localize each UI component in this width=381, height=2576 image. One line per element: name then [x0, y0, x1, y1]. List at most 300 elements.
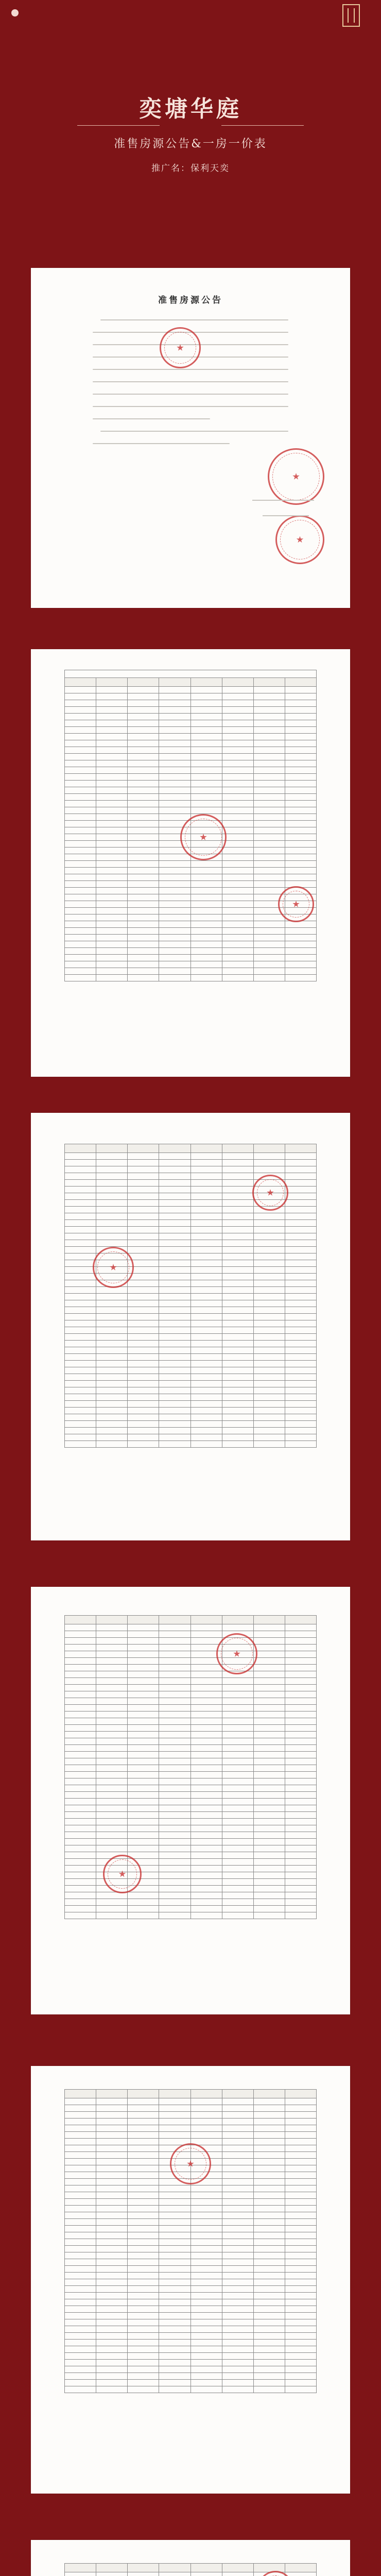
- table-cell: [253, 2326, 285, 2333]
- table-header-cell: [285, 2564, 316, 2572]
- table-cell: [253, 2192, 285, 2199]
- table-cell: [128, 2145, 159, 2152]
- table-cell: [159, 1725, 190, 1732]
- table-cell: [65, 1665, 96, 1671]
- table-cell: [190, 1227, 222, 1233]
- table-row: [65, 1341, 317, 1347]
- table-row: [65, 760, 317, 767]
- table-cell: [128, 948, 159, 955]
- official-seal: [170, 2143, 211, 2184]
- table-cell: [190, 1765, 222, 1772]
- table-cell: [128, 2340, 159, 2346]
- table-cell: [96, 1698, 128, 1705]
- table-cell: [253, 687, 285, 693]
- table-cell: [96, 1213, 128, 1220]
- table-cell: [285, 1778, 316, 1785]
- table-cell: [159, 1738, 190, 1745]
- table-cell: [222, 1274, 253, 1280]
- table-cell: [222, 714, 253, 720]
- date-line: [263, 515, 309, 516]
- table-cell: [222, 1912, 253, 1919]
- table-cell: [96, 1361, 128, 1367]
- brand-left: [11, 9, 22, 16]
- table-cell: [190, 1381, 222, 1387]
- table-header-cell: [253, 2564, 285, 2572]
- table-cell: [253, 727, 285, 734]
- table-cell: [128, 1725, 159, 1732]
- table-cell: [253, 1711, 285, 1718]
- table-header-cell: [253, 2090, 285, 2098]
- table-header-cell: [96, 1144, 128, 1153]
- table-cell: [65, 2373, 96, 2380]
- table-cell: [253, 2145, 285, 2152]
- table-cell: [190, 767, 222, 774]
- table-cell: [222, 1624, 253, 1631]
- table-row: [65, 1381, 317, 1387]
- table-cell: [96, 774, 128, 781]
- hero-recommended-name: 推广名：保利天奕: [151, 163, 230, 174]
- table-cell: [222, 1153, 253, 1160]
- table-cell: [190, 727, 222, 734]
- table-cell: [253, 955, 285, 961]
- table-cell: [222, 2119, 253, 2125]
- table-cell: [128, 760, 159, 767]
- table-cell: [159, 928, 190, 935]
- table-cell: [128, 1394, 159, 1401]
- table-cell: [65, 2380, 96, 2386]
- table-cell: [65, 914, 96, 921]
- table-cell: [190, 2273, 222, 2279]
- table-cell: [190, 1253, 222, 1260]
- table-cell: [128, 1240, 159, 1247]
- table-cell: [253, 1253, 285, 1260]
- table-cell: [65, 1421, 96, 1428]
- table-cell: [96, 2386, 128, 2393]
- table-cell: [222, 1879, 253, 1886]
- table-cell: [285, 1678, 316, 1685]
- table-cell: [65, 807, 96, 814]
- table-cell: [190, 1367, 222, 1374]
- table-cell: [285, 827, 316, 834]
- table-cell: [253, 2132, 285, 2139]
- table-row: [65, 1213, 317, 1220]
- table-cell: [96, 1401, 128, 1408]
- table-cell: [190, 1207, 222, 1213]
- table-cell: [96, 821, 128, 827]
- table-cell: [285, 2319, 316, 2326]
- table-cell: [253, 2273, 285, 2279]
- table-cell: [222, 2159, 253, 2165]
- table-cell: [65, 1287, 96, 1294]
- table-row: [65, 740, 317, 747]
- table-cell: [190, 1631, 222, 1638]
- table-row: [65, 1879, 317, 1886]
- table-cell: [253, 1698, 285, 1705]
- table-cell: [128, 1327, 159, 1334]
- table-cell: [253, 2313, 285, 2319]
- table-cell: [285, 1879, 316, 1886]
- table-cell: [190, 781, 222, 787]
- table-cell: [285, 1732, 316, 1738]
- table-cell: [96, 2319, 128, 2326]
- table-cell: [96, 2152, 128, 2159]
- table-cell: [159, 2132, 190, 2139]
- table-cell: [285, 1866, 316, 1872]
- table-cell: [190, 1354, 222, 1361]
- table-cell: [159, 1705, 190, 1711]
- table-cell: [128, 848, 159, 854]
- table-cell: [222, 754, 253, 760]
- table-cell: [96, 1327, 128, 1334]
- table-row: [65, 1314, 317, 1320]
- table-cell: [128, 2212, 159, 2219]
- table-cell: [285, 1665, 316, 1671]
- table-cell: [222, 2172, 253, 2179]
- table-cell: [285, 1187, 316, 1193]
- table-cell: [222, 1220, 253, 1227]
- table-cell: [65, 687, 96, 693]
- price-table-paper-4: [31, 2066, 350, 2494]
- table-cell: [96, 2232, 128, 2239]
- table-cell: [190, 2239, 222, 2246]
- table-cell: [285, 1872, 316, 1879]
- table-cell: [222, 2333, 253, 2340]
- table-cell: [222, 1441, 253, 1448]
- table-cell: [285, 2185, 316, 2192]
- table-cell: [253, 1718, 285, 1725]
- table-cell: [96, 2252, 128, 2259]
- table-cell: [65, 1792, 96, 1799]
- table-cell: [253, 707, 285, 714]
- table-row: [65, 2266, 317, 2273]
- table-cell: [159, 1240, 190, 1247]
- table-cell: [159, 1906, 190, 1912]
- table-cell: [190, 2232, 222, 2239]
- table-cell: [65, 2165, 96, 2172]
- table-cell: [222, 1361, 253, 1367]
- table-cell: [128, 2572, 159, 2576]
- table-row: [65, 1678, 317, 1685]
- table-cell: [128, 1805, 159, 1812]
- table-cell: [96, 1160, 128, 1166]
- table-row: [65, 1665, 317, 1671]
- table-cell: [128, 975, 159, 981]
- table-cell: [190, 1408, 222, 1414]
- table-cell: [128, 2232, 159, 2239]
- table-row: [65, 693, 317, 700]
- table-cell: [96, 2132, 128, 2139]
- table-cell: [222, 2125, 253, 2132]
- table-cell: [253, 720, 285, 727]
- table-row: [65, 1367, 317, 1374]
- table-cell: [159, 1421, 190, 1428]
- table-cell: [253, 1732, 285, 1738]
- table-cell: [159, 1414, 190, 1421]
- table-cell: [96, 2226, 128, 2232]
- table-cell: [190, 935, 222, 941]
- table-cell: [190, 2226, 222, 2232]
- table-cell: [222, 968, 253, 975]
- table-cell: [128, 841, 159, 848]
- table-cell: [253, 941, 285, 948]
- table-cell: [222, 774, 253, 781]
- table-cell: [128, 2139, 159, 2145]
- table-cell: [65, 961, 96, 968]
- table-cell: [190, 1825, 222, 1832]
- table-cell: [222, 941, 253, 948]
- table-cell: [65, 1180, 96, 1187]
- table-cell: [159, 2353, 190, 2360]
- table-cell: [285, 1758, 316, 1765]
- table-cell: [190, 2199, 222, 2206]
- table-cell: [253, 2179, 285, 2185]
- table-cell: [128, 2319, 159, 2326]
- table-row: [65, 1671, 317, 1678]
- table-cell: [128, 1732, 159, 1738]
- official-seal: [268, 448, 324, 505]
- table-row: [65, 2326, 317, 2333]
- table-cell: [253, 2299, 285, 2306]
- table-cell: [222, 2105, 253, 2112]
- table-cell: [190, 1180, 222, 1187]
- table-cell: [128, 1381, 159, 1387]
- table-cell: [96, 1738, 128, 1745]
- table-cell: [285, 720, 316, 727]
- table-row: [65, 754, 317, 760]
- table-cell: [159, 908, 190, 914]
- table-cell: [65, 894, 96, 901]
- table-cell: [159, 1772, 190, 1778]
- table-cell: [190, 948, 222, 955]
- table-cell: [190, 1772, 222, 1778]
- table-cell: [96, 1665, 128, 1671]
- table-cell: [222, 2232, 253, 2239]
- table-cell: [285, 807, 316, 814]
- table-cell: [222, 1294, 253, 1300]
- table-cell: [65, 2112, 96, 2119]
- table-row: [65, 1428, 317, 1434]
- table-row: [65, 1334, 317, 1341]
- table-cell: [222, 2139, 253, 2145]
- table-cell: [96, 707, 128, 714]
- table-cell: [96, 2299, 128, 2306]
- table-cell: [65, 767, 96, 774]
- table-cell: [65, 1274, 96, 1280]
- table-cell: [96, 1845, 128, 1852]
- table-cell: [222, 2179, 253, 2185]
- table-cell: [253, 1859, 285, 1866]
- table-cell: [96, 760, 128, 767]
- table-cell: [96, 955, 128, 961]
- table-cell: [253, 2206, 285, 2212]
- table-cell: [65, 1651, 96, 1658]
- table-cell: [159, 1260, 190, 1267]
- table-cell: [65, 948, 96, 955]
- table-cell: [65, 1213, 96, 1220]
- table-cell: [65, 1253, 96, 1260]
- table-cell: [285, 1805, 316, 1812]
- table-cell: [128, 2313, 159, 2319]
- table-cell: [96, 1631, 128, 1638]
- table-cell: [65, 1267, 96, 1274]
- table-cell: [65, 801, 96, 807]
- table-cell: [65, 1872, 96, 1879]
- official-seal: [103, 1855, 142, 1893]
- table-cell: [159, 2212, 190, 2219]
- table-cell: [222, 1341, 253, 1347]
- table-cell: [128, 1374, 159, 1381]
- table-cell: [190, 1711, 222, 1718]
- table-row: [65, 1718, 317, 1725]
- table-cell: [253, 1153, 285, 1160]
- table-cell: [96, 2346, 128, 2353]
- table-cell: [65, 740, 96, 747]
- table-cell: [65, 841, 96, 848]
- table-cell: [159, 1227, 190, 1233]
- table-row: [65, 1220, 317, 1227]
- table-cell: [253, 868, 285, 874]
- table-cell: [190, 2353, 222, 2360]
- table-row: [65, 1839, 317, 1845]
- table-cell: [128, 1765, 159, 1772]
- table-cell: [96, 2159, 128, 2165]
- table-cell: [128, 1428, 159, 1434]
- table-cell: [159, 1166, 190, 1173]
- table-cell: [128, 2252, 159, 2259]
- table-cell: [285, 1631, 316, 1638]
- table-cell: [65, 1772, 96, 1778]
- table-cell: [190, 774, 222, 781]
- table-cell: [253, 1280, 285, 1287]
- table-row: [65, 1906, 317, 1912]
- table-cell: [190, 1300, 222, 1307]
- table-cell: [285, 2299, 316, 2306]
- table-cell: [285, 1698, 316, 1705]
- table-cell: [190, 1752, 222, 1758]
- table-cell: [222, 2286, 253, 2293]
- table-cell: [190, 2380, 222, 2386]
- table-cell: [65, 1879, 96, 1886]
- table-cell: [159, 693, 190, 700]
- notice-line: [93, 418, 210, 419]
- table-cell: [96, 1839, 128, 1845]
- table-cell: [222, 707, 253, 714]
- table-cell: [190, 754, 222, 760]
- table-cell: [96, 1705, 128, 1711]
- table-cell: [190, 2112, 222, 2119]
- table-cell: [159, 854, 190, 861]
- table-cell: [253, 2366, 285, 2373]
- table-cell: [222, 1320, 253, 1327]
- table-cell: [159, 1678, 190, 1685]
- table-cell: [159, 2246, 190, 2252]
- table-cell: [96, 1233, 128, 1240]
- table-cell: [159, 1367, 190, 1374]
- table-cell: [222, 2346, 253, 2353]
- table-cell: [65, 1799, 96, 1805]
- table-cell: [222, 801, 253, 807]
- table-cell: [285, 1287, 316, 1294]
- table-cell: [285, 2246, 316, 2252]
- table-cell: [159, 1187, 190, 1193]
- table-cell: [65, 1160, 96, 1166]
- table-cell: [65, 1819, 96, 1825]
- table-cell: [222, 1832, 253, 1839]
- table-cell: [222, 1327, 253, 1334]
- table-cell: [159, 814, 190, 821]
- table-cell: [128, 1651, 159, 1658]
- table-cell: [128, 2273, 159, 2279]
- table-row: [65, 1745, 317, 1752]
- table-cell: [96, 1166, 128, 1173]
- table-row: [65, 1387, 317, 1394]
- table-cell: [222, 1772, 253, 1778]
- table-header-cell: [285, 678, 316, 687]
- table-cell: [65, 2386, 96, 2393]
- table-header-cell: [96, 2564, 128, 2572]
- table-cell: [96, 767, 128, 774]
- table-cell: [65, 881, 96, 888]
- table-cell: [285, 2293, 316, 2299]
- table-cell: [222, 1247, 253, 1253]
- table-cell: [285, 801, 316, 807]
- table-cell: [96, 1334, 128, 1341]
- table-cell: [65, 1233, 96, 1240]
- table-cell: [65, 1367, 96, 1374]
- table-cell: [253, 2346, 285, 2353]
- table-cell: [190, 975, 222, 981]
- table-cell: [128, 1320, 159, 1327]
- table-cell: [253, 747, 285, 754]
- table-cell: [190, 2346, 222, 2353]
- table-cell: [190, 1705, 222, 1711]
- table-cell: [222, 734, 253, 740]
- table-row: [65, 767, 317, 774]
- table-row: [65, 975, 317, 981]
- table-cell: [285, 1839, 316, 1845]
- table-cell: [285, 2179, 316, 2185]
- table-cell: [285, 1852, 316, 1859]
- table-cell: [96, 1778, 128, 1785]
- table-row: [65, 1638, 317, 1645]
- table-cell: [285, 1280, 316, 1287]
- table-cell: [285, 1274, 316, 1280]
- table-cell: [253, 1912, 285, 1919]
- table-cell: [96, 687, 128, 693]
- table-header-cell: [222, 678, 253, 687]
- table-cell: [222, 2279, 253, 2286]
- table-header-cell: [65, 2090, 96, 2098]
- table-cell: [253, 2119, 285, 2125]
- table-cell: [190, 1892, 222, 1899]
- table-cell: [65, 2219, 96, 2226]
- table-cell: [190, 1327, 222, 1334]
- table-cell: [128, 2326, 159, 2333]
- table-cell: [285, 1153, 316, 1160]
- table-row: [65, 2212, 317, 2219]
- table-cell: [285, 1651, 316, 1658]
- table-cell: [128, 874, 159, 881]
- table-cell: [128, 2366, 159, 2373]
- table-cell: [222, 1200, 253, 1207]
- table-cell: [96, 1207, 128, 1213]
- table-cell: [190, 1678, 222, 1685]
- table-cell: [285, 2192, 316, 2199]
- table-cell: [222, 1187, 253, 1193]
- table-cell: [96, 1912, 128, 1919]
- table-cell: [190, 2572, 222, 2576]
- table-cell: [222, 914, 253, 921]
